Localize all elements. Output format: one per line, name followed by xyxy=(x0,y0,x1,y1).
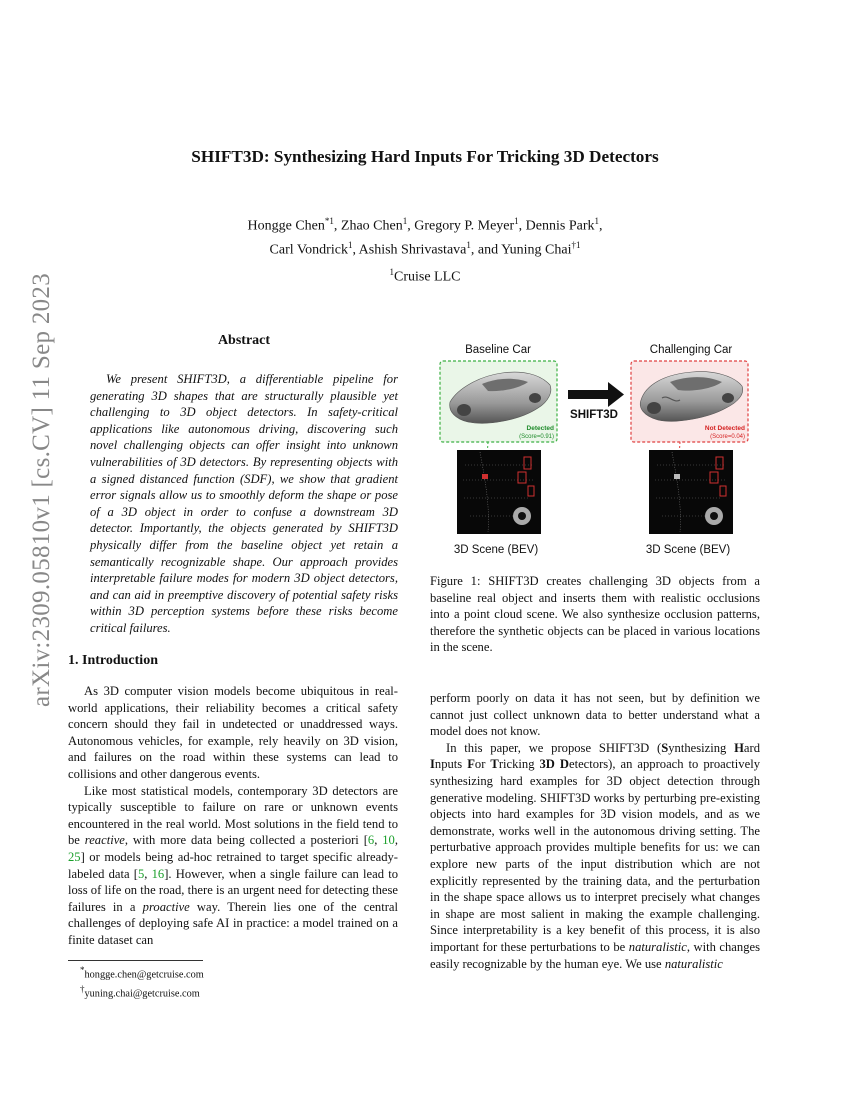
baseline-car-label: Baseline Car xyxy=(465,344,531,356)
abstract-heading: Abstract xyxy=(217,333,271,348)
paragraph: In this paper, we propose SHIFT3D (Synthesizing Hard Inputs For Tricking 3D Detectors), an approach to proactively synthesizing hard examples for 3D object detection through generative modeling. SHIFT3D works by perturbing pre-existing objects into hard examples for 3D vision models, and as we demonstrate, works well in the autonomous driving setting. The perturbative approach provides multiple benefits for us: we can explore new parts of the input distribution which are not explicitly represented by the training data, and the perturbation in the shape space allows us to interpret precisely what changes in shape are most salient in making the example challenging. Since interpretability is a key benefit of this process, it is also important for these perturbations to be naturalistic, with changes easily recognizable by the human eye. We use naturalistic xyxy=(430,740,760,971)
challenging-car-label: Challenging Car xyxy=(649,344,733,356)
paper-title: SHIFT3D: Synthesizing Hard Inputs For Tricking 3D Detectors xyxy=(191,147,659,166)
citation-link[interactable]: 25 xyxy=(68,849,81,864)
not-detected-score: (Score=0.04) xyxy=(710,434,745,440)
shift3d-label: SHIFT3D xyxy=(570,409,618,421)
citation-link[interactable]: 10 xyxy=(382,833,395,848)
citation-link[interactable]: 16 xyxy=(151,866,165,881)
citation-link[interactable]: 5 xyxy=(137,866,145,881)
footnote: *hongge.chen@getcruise.com xyxy=(80,965,204,981)
right-column-text xyxy=(430,690,760,972)
arxiv-stamp: arXiv:2309.05810v1 [cs.CV] 11 Sep 2023 xyxy=(28,272,55,708)
scene-label-right: 3D Scene (BEV) xyxy=(645,544,731,556)
paragraph: Like most statistical models, contemporary 3D detectors are typically susceptible to failure on rare or unknown events encountered in the real world. Most solutions in the field tend to be reactive, with more data being collected a posteriori [6, 10, 25] or models being ad-hoc retrained to target specific already-labeled data [5, 16]. However, when a single failure can lead to loss of life on the road, there is an urgent need for detecting these failures in a proactive way. Therein lies one of the central challenges of deploying safe AI in practice: a model trained on a finite dataset can xyxy=(68,783,399,947)
abstract-text: We present SHIFT3D, a differentiable pipeline for generating 3D shapes that are structurally plausible yet challenging to 3D object detectors. In safety-critical applications like autonomous driving, discovering such novel challenging objects can offer insight into unknown vulnerabilities of 3D detectors. By representing objects with a signed distanced function (SDF), we show that gradient error signals allow us to smoothly deform the shape or pose of a 3D object in order to confuse a downstream 3D detector. Importantly, the objects generated by SHIFT3D physically differ from the baseline object yet retain a semantically recognizable shape. Our approach provides interpretable failure modes for modern 3D object detectors, and can aid in preemptive discovery of potential safety risks within 3D perception systems before these risks become critical failures. xyxy=(90,372,398,635)
citation-link[interactable]: 6 xyxy=(367,833,375,848)
detected-label: Detected xyxy=(526,425,554,432)
figure-1 xyxy=(430,340,760,560)
scene-bev-right xyxy=(649,450,733,534)
detected-score: (Score=0.91) xyxy=(519,434,554,440)
shift-arrow-icon xyxy=(568,382,624,407)
section-heading-introduction: 1. Introduction xyxy=(68,653,158,668)
affiliation: $^1$Cruise LLC xyxy=(389,267,461,285)
not-detected-label: Not Detected xyxy=(704,425,745,432)
footnote: †yuning.chai@getcruise.com xyxy=(80,984,200,1000)
introduction-text xyxy=(68,683,398,949)
paragraph: As 3D computer vision models become ubiquitous in real-world applications, their reliability becomes a critical safety concern should they fail in undetected or unaddressed ways. Autonomous vehicles, for example, rely heavily on 3D vision, and failures on the road within these systems can lead to collisions and other dangerous events. xyxy=(68,684,398,781)
footnotes xyxy=(80,963,204,1002)
scene-label-left: 3D Scene (BEV) xyxy=(453,544,539,556)
scene-bev-left xyxy=(457,450,541,534)
figure-caption: Figure 1: SHIFT3D creates challenging 3D objects from a baseline real object and inserts them with realistic occlusions into a point cloud scene. We also synthesize occlusion patterns, therefore the synthetic objects can be placed in various locations in the scene. xyxy=(430,574,760,655)
footnote-rule xyxy=(68,960,203,961)
paragraph: perform poorly on data it has not seen, but by definition we cannot just collect unknown data to better understand what a model does not know. xyxy=(430,691,760,739)
author-list: Hongge Chen$^{*1}$, Zhao Chen$^1$, Gregory P. Meyer$^1$, Dennis Park$^1$, Carl Vondrick$^1$, Ashish Shrivastava$^1$, and Yuning Chai$^{\dagger 1}$ xyxy=(247,216,603,258)
